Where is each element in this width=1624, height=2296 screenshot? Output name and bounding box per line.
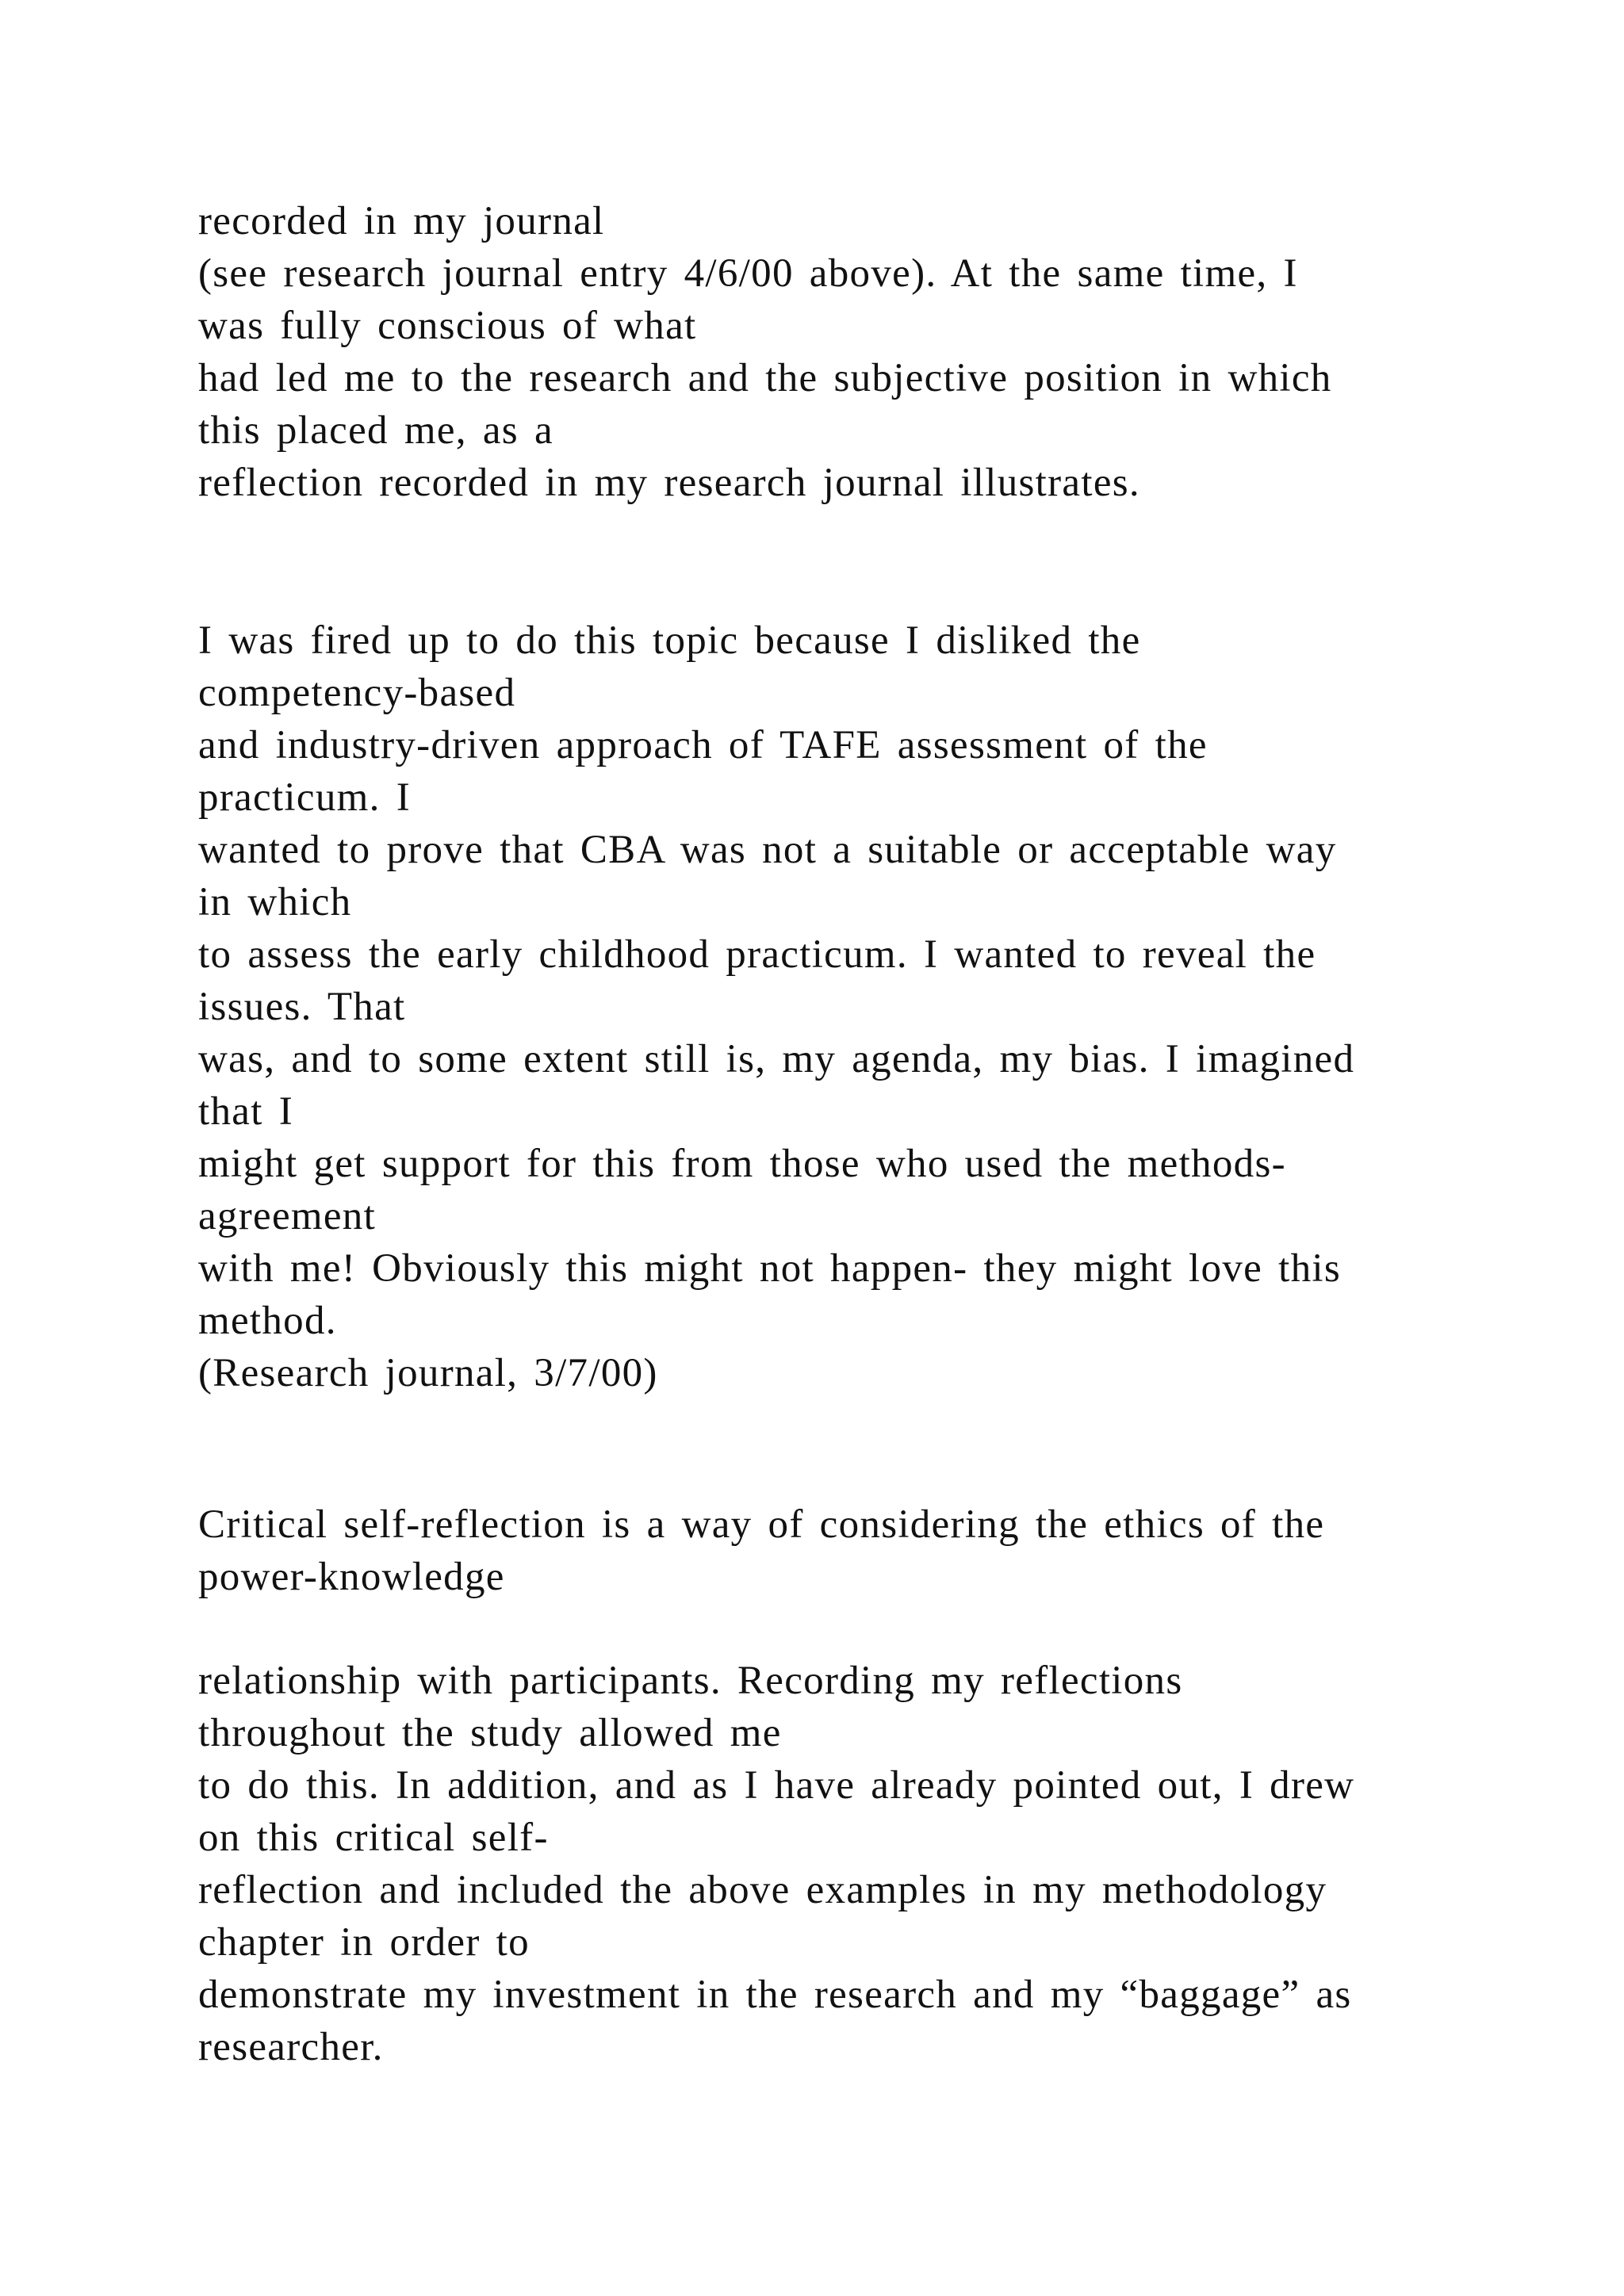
text-line: recorded in my journal xyxy=(198,199,605,243)
text-line: method. xyxy=(198,1299,337,1343)
text-line: relationship with participants. Recording my reflections xyxy=(198,1659,1183,1703)
paragraph-journal-context xyxy=(198,195,1507,509)
text-line: agreement xyxy=(198,1194,377,1238)
text-line: on this critical self- xyxy=(198,1816,549,1860)
text-line: might get support for this from those who used the methods- xyxy=(198,1142,1286,1186)
text-line: that I xyxy=(198,1089,294,1134)
text-line: chapter in order to xyxy=(198,1920,530,1965)
text-line: had led me to the research and the subjective position in which xyxy=(198,356,1332,400)
text-line: issues. That xyxy=(198,985,406,1029)
paragraph-relationship xyxy=(198,1655,1507,2073)
text-line: practicum. I xyxy=(198,775,411,820)
text-line: Critical self-reflection is a way of considering the ethics of the xyxy=(198,1502,1325,1547)
text-line: in which xyxy=(198,880,352,924)
text-line: power-knowledge xyxy=(198,1555,505,1599)
citation-line: (Research journal, 3/7/00) xyxy=(198,1351,658,1395)
text-line: reflection recorded in my research journal illustrates. xyxy=(198,461,1140,505)
text-line: to assess the early childhood practicum. I wanted to reveal the xyxy=(198,932,1316,977)
text-line: wanted to prove that CBA was not a suitable or acceptable way xyxy=(198,828,1337,872)
text-line: I was fired up to do this topic because I disliked the xyxy=(198,618,1141,663)
text-line: and industry-driven approach of TAFE assessment of the xyxy=(198,723,1208,767)
text-line: throughout the study allowed me xyxy=(198,1711,782,1755)
text-line: researcher. xyxy=(198,2025,384,2069)
text-line: with me! Obviously this might not happen- they might love this xyxy=(198,1246,1341,1291)
text-line: competency-based xyxy=(198,671,516,715)
paragraph-journal-quote xyxy=(198,614,1507,1399)
text-line: reflection and included the above examples in my methodology xyxy=(198,1868,1327,1912)
text-line: this placed me, as a xyxy=(198,408,553,453)
paragraph-critical-reflection xyxy=(198,1498,1507,1603)
text-line: to do this. In addition, and as I have already pointed out, I drew xyxy=(198,1763,1355,1808)
text-line: was, and to some extent still is, my agenda, my bias. I imagined xyxy=(198,1037,1355,1081)
text-line: demonstrate my investment in the research and my “baggage” as xyxy=(198,1973,1352,2017)
text-line: was fully conscious of what xyxy=(198,304,697,348)
text-line: (see research journal entry 4/6/00 above). At the same time, I xyxy=(198,251,1298,296)
